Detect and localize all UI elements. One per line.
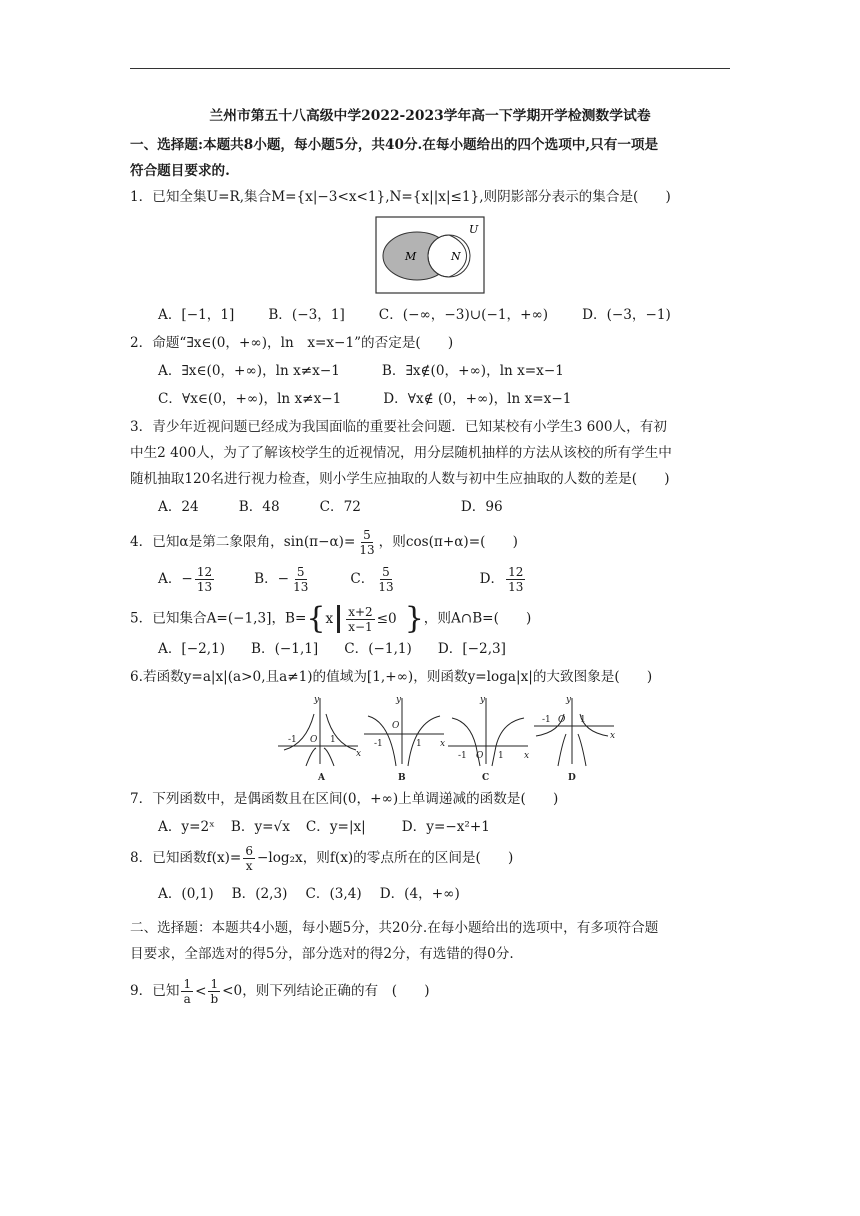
- q5-fraction: $\frac{x+2}{x-1}$: [348, 604, 373, 634]
- question-5: 5．已知集合A=(−1,3]，B={x $\frac{x+2}{x-1}$ ≤0 }，则A∩B=( ): [130, 601, 532, 636]
- q5-prefix: 5．已知集合A=(−1,3]，B=: [130, 610, 307, 627]
- q8-option-c: C．(3,4): [305, 886, 362, 902]
- svg-text:y: y: [480, 695, 486, 705]
- section2-heading-cont: 目要求，全部选对的得5分，部分选对的得2分，有选错的得0分.: [130, 946, 514, 962]
- question-7: 7．下列函数中，是偶函数且在区间(0，+∞)上单调递减的函数是( ): [130, 791, 559, 807]
- q3-option-d: D．96: [460, 499, 503, 515]
- svg-text:1: 1: [498, 751, 504, 761]
- q7-option-c: C．y=|x|: [305, 819, 366, 835]
- q3-options: [130, 494, 730, 520]
- q5-option-a: A．[−2,1): [158, 641, 226, 657]
- q3-option-a: A．24: [158, 499, 199, 515]
- header-rule: [130, 68, 730, 69]
- q8-fraction: $\frac{6}{x}$: [245, 844, 253, 873]
- q4-suffix: ，则cos(π+α)=( ): [378, 534, 518, 550]
- venn-label-m: M: [405, 250, 417, 263]
- q2-options-row2: [130, 386, 730, 412]
- svg-text:O: O: [392, 721, 400, 731]
- q1-option-b: B．(−3，1]: [268, 307, 345, 323]
- q2-option-c: C．∀x∈(0，+∞)，ln x≠x−1: [158, 391, 342, 407]
- svg-text:-1: -1: [542, 715, 551, 725]
- svg-text:-1: -1: [458, 751, 467, 761]
- q4-option-d: D． $\frac{12}{13}$: [479, 565, 524, 594]
- question-1: 1．已知全集U=R,集合M={x|−3<x<1},N={x||x|≤1},则阴影部分表示的集合是( ): [130, 189, 671, 205]
- q5-set-var: x: [325, 611, 334, 627]
- q1-option-a: A．[−1，1]: [158, 307, 235, 323]
- question-9: 9．已知 $\frac{1}{a}$ < $\frac{1}{b}$ <0，则下列结论正确的有 ( ): [130, 977, 430, 1006]
- svg-text:y: y: [396, 695, 402, 705]
- q9-fraction-1: $\frac{1}{a}$: [183, 977, 192, 1006]
- svg-text:O: O: [558, 715, 566, 725]
- q1-option-c: C．(−∞，−3)∪(−1，+∞): [378, 307, 549, 323]
- section1-heading: 一、选择题:本题共8小题，每小题5分，共40分.在每小题给出的四个选项中,只有一项是: [130, 137, 659, 153]
- q4-prefix: 4．已知α是第二象限角，sin(π−α)=: [130, 534, 356, 550]
- q5-option-d: D．[−2,3]: [437, 641, 506, 657]
- section1-heading-cont: 符合题目要求的.: [130, 163, 230, 179]
- svg-text:x: x: [524, 751, 530, 761]
- question-4: [130, 528, 730, 557]
- q4-option-c: C． $\frac{5}{13}$: [350, 565, 394, 594]
- graph-a: [278, 695, 361, 782]
- q9-prefix: 9．已知: [130, 983, 180, 999]
- venn-diagram: [375, 216, 485, 294]
- svg-text:1: 1: [330, 735, 336, 745]
- section2-heading: 二、选择题：本题共4小题，每小题5分，共20分.在每小题给出的选项中，有多项符合题: [130, 920, 659, 936]
- q2-options-row1: [130, 358, 730, 384]
- exam-page: [130, 100, 730, 1006]
- q5-option-b: B．(−1,1]: [251, 641, 319, 657]
- q7-option-a: A．y=2ˣ: [158, 819, 215, 835]
- q2-option-b: B．∃x∉(0，+∞)，ln x=x−1: [381, 363, 564, 379]
- q8-options: [130, 881, 730, 907]
- graph-label-a: A: [318, 773, 325, 782]
- q5-suffix: ，则A∩B=( ): [423, 610, 532, 627]
- q7-option-b: B．y=√x: [230, 819, 290, 835]
- q4-option-a: A．− $\frac{12}{13}$: [158, 565, 213, 594]
- svg-text:-1: -1: [288, 735, 297, 745]
- q8-option-a: A．(0,1): [158, 886, 214, 902]
- question-2: 2．命题“∃x∈(0，+∞)，ln x=x−1”的否定是( ): [130, 335, 454, 351]
- q9-suffix: <0，则下列结论正确的有 ( ): [222, 983, 430, 999]
- svg-text:1: 1: [580, 715, 586, 725]
- q5-ineq: ≤0: [376, 611, 397, 627]
- q8-option-d: D．(4，+∞): [379, 886, 460, 902]
- q7-options: [130, 814, 730, 840]
- q2-option-d: D．∀x∉ (0，+∞)，ln x=x−1: [383, 391, 572, 407]
- q2-option-a: A．∃x∈(0，+∞)，ln x≠x−1: [158, 363, 340, 379]
- q9-fraction-2: $\frac{1}{b}$: [210, 977, 219, 1006]
- question-3-line1: 3．青少年近视问题已经成为我国面临的重要社会问题．已知某校有小学生3 600人，有初: [130, 419, 667, 435]
- svg-text:x: x: [356, 749, 362, 759]
- question-6: 6.若函数y=a|x|(a>0,且a≠1)的值域为[1,+∞)，则函数y=loga|x|的大致图象是( ): [130, 669, 653, 685]
- q4-fraction: $\frac{5}{13}$: [359, 528, 375, 557]
- graph-label-c: C: [482, 773, 490, 782]
- svg-text:O: O: [310, 735, 318, 745]
- exam-title: 兰州市第五十八高级中学2022-2023学年高一下学期开学检测数学试卷: [209, 108, 651, 124]
- question-8: [130, 844, 730, 873]
- graph-label-b: B: [398, 773, 406, 782]
- svg-text:1: 1: [416, 739, 422, 749]
- q5-option-c: C．(−1,1): [344, 641, 412, 657]
- svg-text:x: x: [610, 731, 616, 741]
- q1-option-d: D．(−3，−1): [582, 307, 671, 323]
- venn-label-u: U: [469, 223, 479, 236]
- question-3-line3: 随机抽取120名进行视力检查，则小学生应抽取的人数与初中生应抽取的人数的差是( ): [130, 471, 670, 487]
- q1-options: [130, 302, 730, 328]
- q6-graphs: [276, 694, 616, 782]
- svg-text:y: y: [566, 695, 572, 705]
- q8-option-b: B．(2,3): [231, 886, 288, 902]
- graph-label-d: D: [568, 773, 576, 782]
- graph-b: [364, 695, 445, 782]
- svg-text:x: x: [440, 739, 446, 749]
- q8-prefix: 8．已知函数f(x)=: [130, 850, 242, 866]
- svg-text:y: y: [314, 695, 320, 705]
- q4-options: [130, 565, 730, 594]
- question-3-line2: 中生2 400人，为了了解该校学生的近视情况，用分层随机抽样的方法从该校的所有学生中: [130, 445, 672, 461]
- graph-c: [448, 695, 529, 782]
- q3-option-c: C．72: [319, 499, 361, 515]
- q3-option-b: B．48: [238, 499, 280, 515]
- venn-label-n: N: [451, 250, 461, 263]
- q4-option-b: B．− $\frac{5}{13}$: [254, 565, 309, 594]
- svg-text:-1: -1: [374, 739, 383, 749]
- q8-suffix: −log₂x，则f(x)的零点所在的区间是( ): [256, 850, 514, 866]
- svg-text:O: O: [476, 751, 484, 761]
- graph-d: [534, 695, 615, 782]
- q5-options: [130, 636, 730, 662]
- q7-option-d: D．y=−x²+1: [401, 819, 490, 835]
